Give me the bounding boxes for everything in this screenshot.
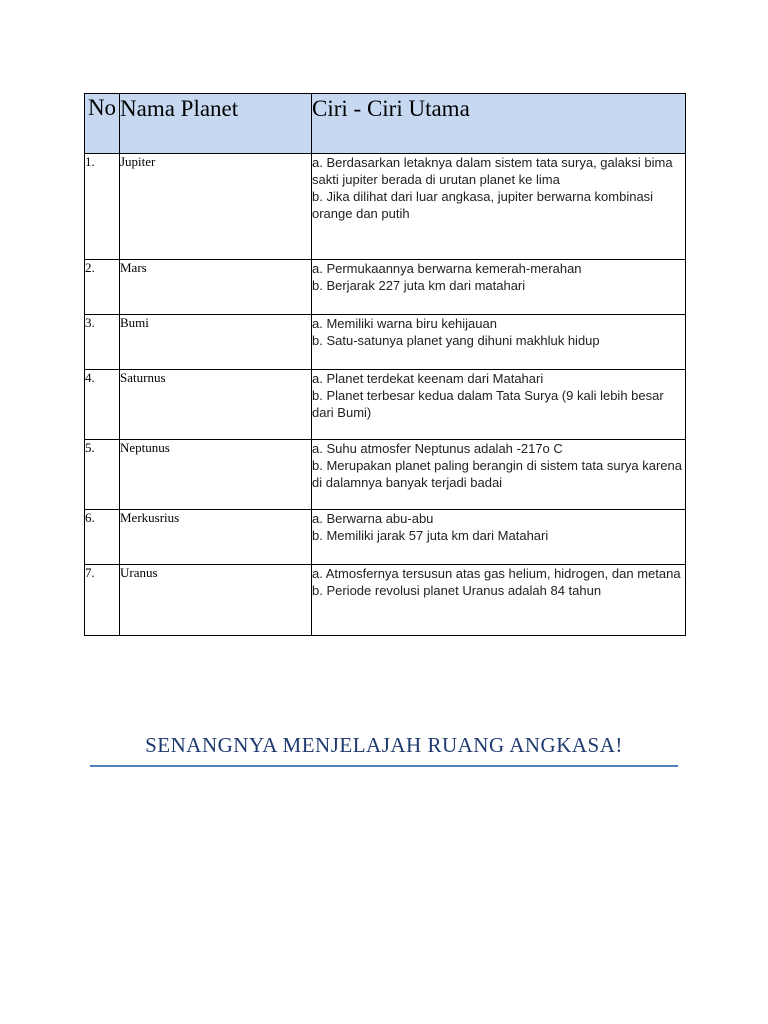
characteristic-b: b. Periode revolusi planet Uranus adalah 84 tahun: [312, 583, 602, 598]
table-row: [85, 370, 686, 440]
characteristic-b: b. Planet terbesar kedua dalam Tata Surya (9 kali lebih besar dari Bumi): [312, 388, 664, 420]
characteristic-a: a. Berdasarkan letaknya dalam sistem tata surya, galaksi bima sakti jupiter berada di urutan planet ke lima: [312, 155, 673, 187]
planet-characteristics: [312, 315, 686, 370]
characteristic-a: a. Atmosfernya tersusun atas gas helium, hidrogen, dan metana: [312, 566, 681, 581]
planet-name: Jupiter: [120, 154, 312, 260]
planet-name: Uranus: [120, 565, 312, 636]
planet-characteristics: [312, 565, 686, 636]
characteristic-a: a. Permukaannya berwarna kemerah-merahan: [312, 261, 582, 276]
row-number: 7.: [85, 565, 120, 636]
planet-name: Mars: [120, 260, 312, 315]
header-no-text: No: [87, 95, 117, 120]
table-row: [85, 260, 686, 315]
title-underline: [90, 765, 678, 767]
characteristic-a: a. Memiliki warna biru kehijauan: [312, 316, 497, 331]
table-row: [85, 440, 686, 510]
planet-name: Saturnus: [120, 370, 312, 440]
characteristic-b: b. Merupakan planet paling berangin di sistem tata surya karena di dalamnya banyak terjadi badai: [312, 458, 682, 490]
table-row: [85, 565, 686, 636]
characteristic-b: b. Satu-satunya planet yang dihuni makhluk hidup: [312, 333, 600, 348]
characteristic-b: b. Memiliki jarak 57 juta km dari Matahari: [312, 528, 549, 543]
header-ciri-utama: Ciri - Ciri Utama: [312, 94, 686, 154]
planet-name: Bumi: [120, 315, 312, 370]
header-nama-planet: Nama Planet: [120, 94, 312, 154]
row-number: 4.: [85, 370, 120, 440]
table-row: [85, 315, 686, 370]
page-title: SENANGNYA MENJELAJAH RUANG ANGKASA!: [145, 733, 623, 757]
planet-name: Merkusrius: [120, 510, 312, 565]
row-number: 5.: [85, 440, 120, 510]
planet-table: [84, 93, 686, 636]
header-no: [85, 94, 120, 154]
row-number: 2.: [85, 260, 120, 315]
planet-name: Neptunus: [120, 440, 312, 510]
row-number: 3.: [85, 315, 120, 370]
planet-characteristics: [312, 510, 686, 565]
table-header: [85, 94, 686, 154]
characteristic-a: a. Berwarna abu-abu: [312, 511, 434, 526]
row-number: 6.: [85, 510, 120, 565]
characteristic-b: b. Jika dilihat dari luar angkasa, jupiter berwarna kombinasi orange dan putih: [312, 189, 654, 221]
characteristic-b: b. Berjarak 227 juta km dari matahari: [312, 278, 526, 293]
planet-characteristics: [312, 154, 686, 260]
characteristic-a: a. Planet terdekat keenam dari Matahari: [312, 371, 544, 386]
table-row: [85, 510, 686, 565]
characteristic-a: a. Suhu atmosfer Neptunus adalah -217o C: [312, 441, 563, 456]
planet-characteristics: [312, 260, 686, 315]
row-number: 1.: [85, 154, 120, 260]
planet-characteristics: [312, 370, 686, 440]
table-row: [85, 154, 686, 260]
planet-characteristics: [312, 440, 686, 510]
